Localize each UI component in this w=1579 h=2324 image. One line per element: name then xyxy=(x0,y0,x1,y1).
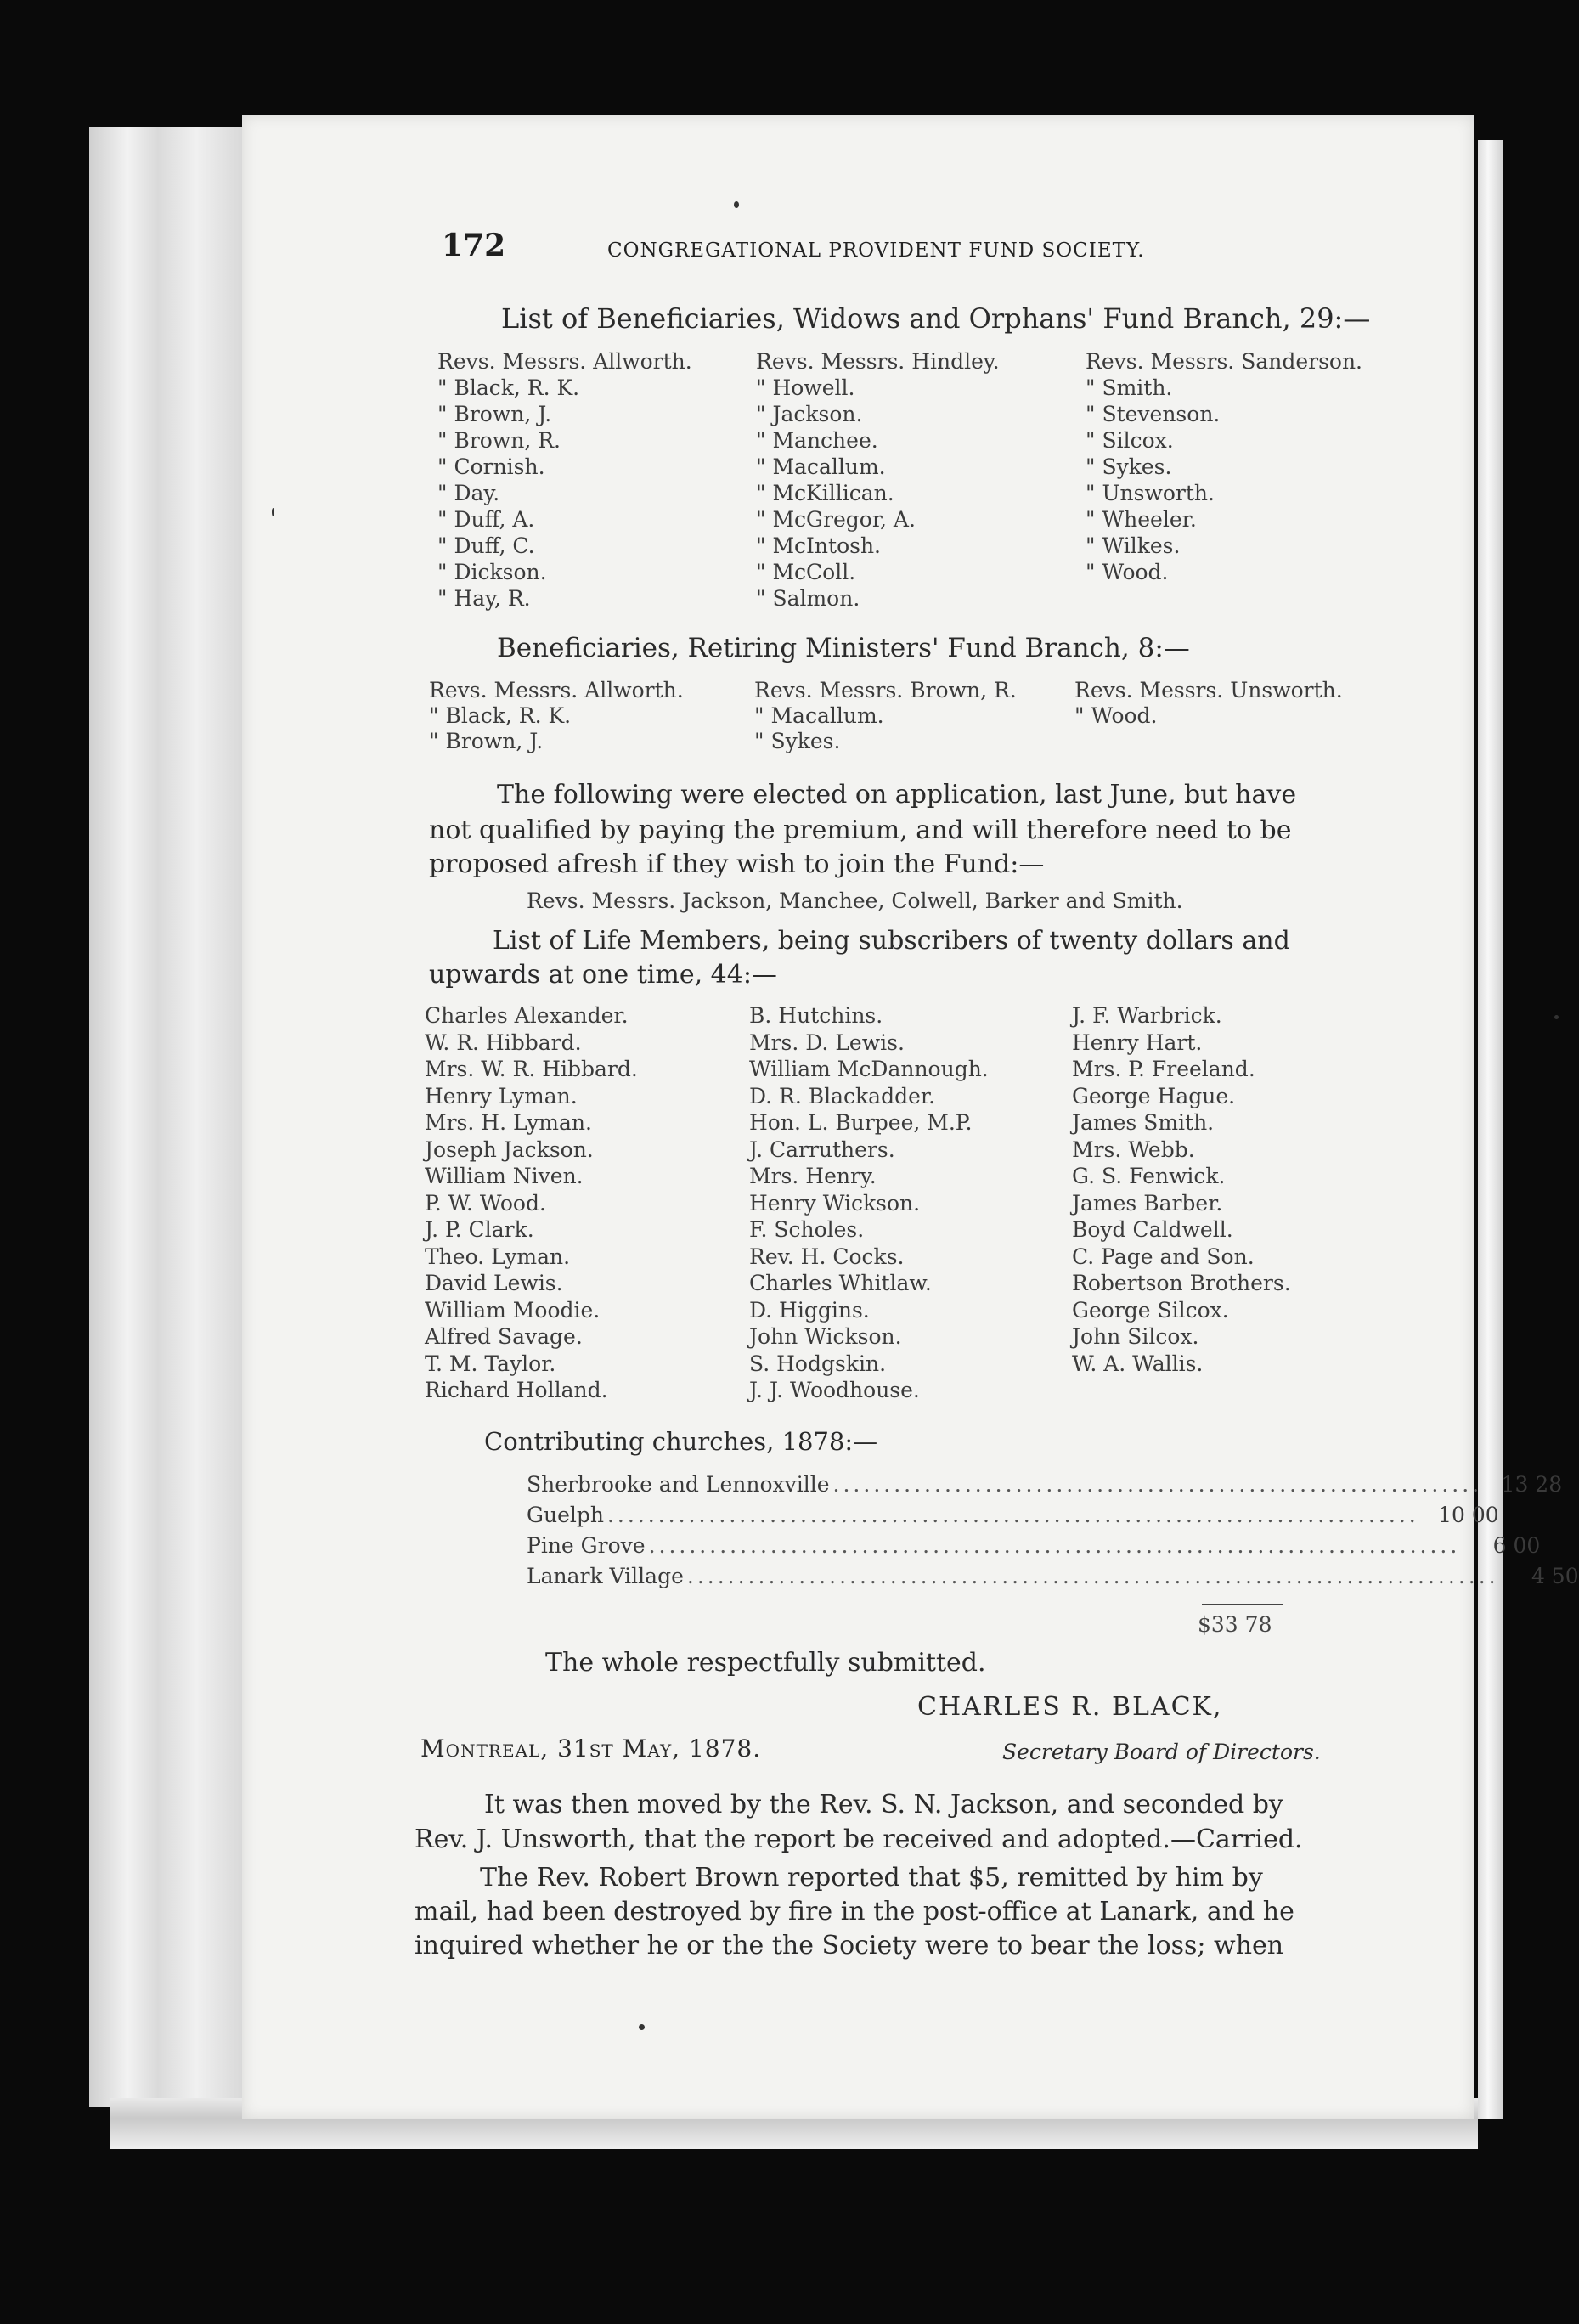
elected-paragraph-line: The following were elected on application, last June, but have xyxy=(497,780,1297,809)
list-item: Mrs. P. Freeland. xyxy=(1072,1057,1255,1081)
list-item: Revs. Messrs. Hindley. xyxy=(756,349,1000,374)
leader-dots: ................................................................................ xyxy=(648,1533,1461,1558)
list-item: David Lewis. xyxy=(425,1271,563,1295)
list-item: Rev. H. Cocks. xyxy=(749,1244,905,1269)
list-item: George Silcox. xyxy=(1072,1297,1229,1323)
church-amount: 4 50 xyxy=(1531,1564,1579,1588)
list-item: " Salmon. xyxy=(756,586,860,611)
church-name: Lanark Village xyxy=(527,1564,684,1588)
list-item: Revs. Messrs. Allworth. xyxy=(437,349,692,374)
list-item: Mrs. W. R. Hibbard. xyxy=(425,1057,638,1081)
list-item: " Wilkes. xyxy=(1086,533,1181,558)
list-item: " Hay, R. xyxy=(437,586,531,611)
list-item: " Unsworth. xyxy=(1086,481,1215,505)
minutes-line: It was then moved by the Rev. S. N. Jackson, and seconded by xyxy=(484,1790,1283,1819)
minutes-line: The Rev. Robert Brown reported that $5, remitted by him by xyxy=(480,1863,1263,1892)
widows-heading: List of Beneficiaries, Widows and Orphans' Fund Branch, 29:— xyxy=(501,302,1371,335)
list-item: Henry Wickson. xyxy=(749,1190,921,1216)
list-item: Alfred Savage. xyxy=(425,1324,583,1349)
list-item: Boyd Caldwell. xyxy=(1072,1217,1233,1242)
retiring-list-col2 xyxy=(754,678,1017,754)
elected-names: Revs. Messrs. Jackson, Manchee, Colwell, Barker and Smith. xyxy=(527,888,1183,913)
list-item: F. Scholes. xyxy=(749,1217,865,1242)
list-item: Mrs. H. Lyman. xyxy=(425,1110,592,1135)
list-item: C. Page and Son. xyxy=(1072,1244,1255,1269)
retiring-list-col3 xyxy=(1074,678,1343,729)
list-item: " Wood. xyxy=(1074,703,1158,728)
ink-speck xyxy=(1554,1015,1559,1019)
list-item: Richard Holland. xyxy=(425,1378,608,1402)
list-item: G. S. Fenwick. xyxy=(1072,1164,1226,1188)
church-row xyxy=(527,1472,1563,1497)
list-item: William McDannough. xyxy=(749,1057,989,1081)
list-item: Charles Alexander. xyxy=(425,1003,629,1028)
page-number: 172 xyxy=(442,228,506,263)
life-members-col2 xyxy=(749,1002,989,1404)
list-item: " Sykes. xyxy=(1086,454,1172,479)
list-item: Henry Hart. xyxy=(1072,1029,1203,1055)
widows-list-col2 xyxy=(756,348,1000,612)
list-item: P. W. Wood. xyxy=(425,1190,546,1216)
life-members-heading-line: upwards at one time, 44:— xyxy=(429,960,777,990)
list-item: Revs. Messrs. Allworth. xyxy=(429,678,684,702)
list-item: " Wheeler. xyxy=(1086,507,1197,532)
churches-total: $33 78 xyxy=(1198,1612,1272,1637)
list-item: " Howell. xyxy=(756,375,855,400)
list-item: " McColl. xyxy=(756,560,856,584)
list-item: Mrs. D. Lewis. xyxy=(749,1029,905,1055)
leader-dots: ................................................................................ xyxy=(606,1503,1419,1527)
closing-line: The whole respectfully submitted. xyxy=(545,1648,986,1678)
minutes-line: mail, had been destroyed by fire in the post-office at Lanark, and he xyxy=(414,1897,1294,1926)
list-item: " Sykes. xyxy=(754,729,841,753)
place-date: Montreal, 31st May, 1878. xyxy=(420,1735,762,1763)
list-item: " Day. xyxy=(437,481,500,505)
list-item: " Silcox. xyxy=(1086,428,1174,453)
list-item: J. Carruthers. xyxy=(749,1137,895,1162)
list-item: Theo. Lyman. xyxy=(425,1244,571,1269)
list-item: Robertson Brothers. xyxy=(1072,1271,1291,1295)
list-item: Revs. Messrs. Unsworth. xyxy=(1074,678,1343,702)
list-item: J. J. Woodhouse. xyxy=(749,1378,920,1402)
church-amount: 13 28 xyxy=(1501,1472,1563,1497)
elected-paragraph-line: not qualified by paying the premium, and will therefore need to be xyxy=(429,815,1292,845)
church-name: Pine Grove xyxy=(527,1533,646,1558)
life-members-col1 xyxy=(425,1002,638,1404)
list-item: D. R. Blackadder. xyxy=(749,1083,936,1108)
list-item: " Duff, A. xyxy=(437,507,535,532)
list-item: Revs. Messrs. Brown, R. xyxy=(754,678,1017,702)
list-item: J. P. Clark. xyxy=(425,1217,534,1242)
church-row xyxy=(527,1533,1541,1558)
list-item: " Duff, C. xyxy=(437,533,535,558)
signature-title: Secretary Board of Directors. xyxy=(1002,1740,1321,1764)
widows-list-col1 xyxy=(437,348,692,612)
list-item: W. R. Hibbard. xyxy=(425,1029,582,1055)
church-amount: 10 00 xyxy=(1438,1503,1499,1527)
list-item: " Brown, R. xyxy=(437,428,561,453)
list-item: D. Higgins. xyxy=(749,1297,870,1323)
list-item: " Stevenson. xyxy=(1086,402,1221,426)
list-item: George Hague. xyxy=(1072,1083,1236,1108)
running-title: CONGREGATIONAL PROVIDENT FUND SOCIETY. xyxy=(607,240,1145,262)
list-item: James Smith. xyxy=(1072,1110,1215,1135)
list-item: John Wickson. xyxy=(749,1324,902,1349)
list-item: James Barber. xyxy=(1072,1190,1223,1216)
list-item: W. A. Wallis. xyxy=(1072,1351,1204,1376)
list-item: " McKillican. xyxy=(756,481,894,505)
list-item: " McGregor, A. xyxy=(756,507,916,532)
total-rule xyxy=(1202,1604,1283,1605)
retiring-heading: Beneficiaries, Retiring Ministers' Fund Branch, 8:— xyxy=(497,633,1190,663)
list-item: " Manchee. xyxy=(756,428,878,453)
list-item: " Brown, J. xyxy=(429,729,544,753)
list-item: Joseph Jackson. xyxy=(425,1137,594,1162)
ink-speck xyxy=(734,201,739,208)
list-item: " Dickson. xyxy=(437,560,547,584)
list-item: " Black, R. K. xyxy=(437,375,580,400)
list-item: " Smith. xyxy=(1086,375,1173,400)
retiring-list-col1 xyxy=(429,678,684,754)
signature-name: CHARLES R. BLACK, xyxy=(917,1692,1223,1722)
church-row xyxy=(527,1503,1499,1527)
book-page-edge-right xyxy=(1478,140,1503,2119)
list-item: T. M. Taylor. xyxy=(425,1351,556,1376)
list-item: Charles Whitlaw. xyxy=(749,1271,932,1295)
list-item: William Niven. xyxy=(425,1164,584,1188)
ink-speck xyxy=(272,508,274,516)
list-item: Revs. Messrs. Sanderson. xyxy=(1086,349,1363,374)
list-item: " McIntosh. xyxy=(756,533,881,558)
list-item: " Brown, J. xyxy=(437,402,552,426)
church-name: Guelph xyxy=(527,1503,604,1527)
life-members-col3 xyxy=(1072,1002,1291,1377)
list-item: B. Hutchins. xyxy=(749,1003,883,1028)
list-item: Henry Lyman. xyxy=(425,1083,578,1108)
list-item: " Black, R. K. xyxy=(429,703,572,728)
church-row xyxy=(527,1564,1579,1588)
churches-heading: Contributing churches, 1878:— xyxy=(484,1427,878,1456)
minutes-line: inquired whether he or the the Society were to bear the loss; when xyxy=(414,1931,1284,1960)
leader-dots: ................................................................ xyxy=(832,1472,1483,1497)
list-item: Hon. L. Burpee, M.P. xyxy=(749,1110,973,1135)
list-item: John Silcox. xyxy=(1072,1324,1199,1349)
list-item: " Wood. xyxy=(1086,560,1169,584)
widows-list-col3 xyxy=(1086,348,1362,585)
list-item: S. Hodgskin. xyxy=(749,1351,887,1376)
minutes-line: Rev. J. Unsworth, that the report be received and adopted.—Carried. xyxy=(414,1825,1303,1854)
list-item: " Cornish. xyxy=(437,454,545,479)
ink-speck xyxy=(639,2024,645,2030)
book-page-edges-left xyxy=(89,127,242,2107)
church-name: Sherbrooke and Lennoxville xyxy=(527,1472,830,1497)
elected-paragraph-line: proposed afresh if they wish to join the Fund:— xyxy=(429,849,1045,879)
leader-dots: ................................................................................ xyxy=(686,1564,1499,1588)
list-item: " Jackson. xyxy=(756,402,863,426)
list-item: J. F. Warbrick. xyxy=(1072,1003,1222,1028)
life-members-heading-line: List of Life Members, being subscribers of twenty dollars and xyxy=(493,926,1290,956)
list-item: Mrs. Webb. xyxy=(1072,1137,1195,1162)
list-item: " Macallum. xyxy=(754,703,884,728)
church-amount: 6 00 xyxy=(1492,1533,1541,1558)
list-item: " Macallum. xyxy=(756,454,886,479)
list-item: Mrs. Henry. xyxy=(749,1164,877,1188)
list-item: William Moodie. xyxy=(425,1297,601,1323)
